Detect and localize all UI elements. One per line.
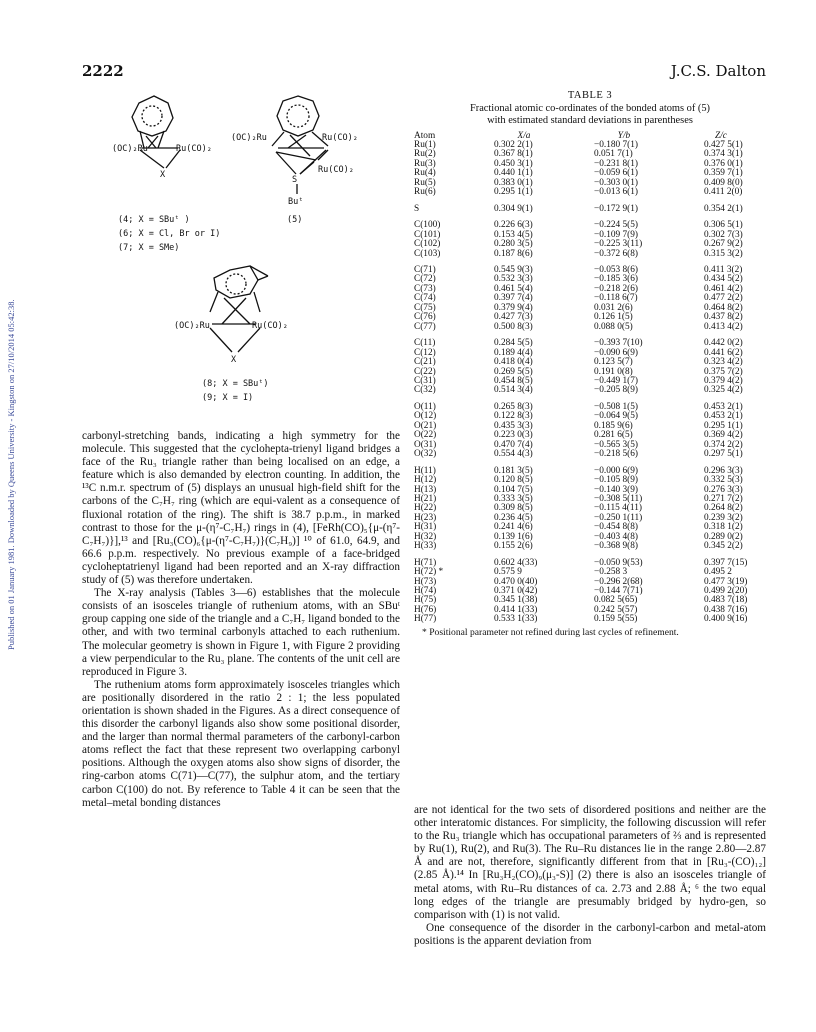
table-title: TABLE 3 <box>567 90 613 101</box>
x-cell: 0.153 4(5) <box>494 229 533 240</box>
table-row <box>414 250 766 259</box>
y-cell: −0.000 6(9) <box>594 465 638 476</box>
z-cell: 0.375 7(2) <box>704 366 743 377</box>
x-cell: 0.533 1(33) <box>494 614 538 625</box>
y-cell: −0.403 4(8) <box>594 531 638 542</box>
x-cell: 0.345 1(38) <box>494 595 538 606</box>
z-cell: 0.427 5(1) <box>704 140 743 150</box>
z-cell: 0.264 8(2) <box>704 503 743 514</box>
y-cell: 0.031 2(6) <box>594 302 633 313</box>
atom-cell: H(23) <box>414 512 437 523</box>
y-cell: −0.140 3(9) <box>594 484 638 495</box>
table-row <box>414 188 766 197</box>
atom-cell: H(77) <box>414 614 437 625</box>
y-cell: −0.185 3(6) <box>594 274 638 285</box>
table-footnote: * Positional parameter not refined during last cycles of refinement. <box>422 626 679 638</box>
x-cell: 0.265 8(3) <box>494 401 533 412</box>
atom-cell: H(76) <box>414 604 437 615</box>
y-cell: −0.180 7(1) <box>594 140 638 150</box>
x-cell: 0.309 8(5) <box>494 503 533 514</box>
z-cell: 0.438 7(16) <box>704 604 748 615</box>
z-cell: 0.434 5(2) <box>704 274 743 285</box>
y-cell: −0.064 9(5) <box>594 411 638 422</box>
z-cell: 0.441 6(2) <box>704 347 743 358</box>
atom-cell: Ru(4) <box>414 168 436 179</box>
x-cell: 0.414 1(33) <box>494 604 538 615</box>
y-cell: 0.051 7(1) <box>594 149 633 160</box>
y-cell: −0.449 1(7) <box>594 375 638 386</box>
y-cell: −0.258 3 <box>594 567 628 578</box>
z-cell: 0.369 4(2) <box>704 430 743 441</box>
c7h7-ring-b <box>277 96 319 136</box>
legend-b-1: (8; X = SBuᵗ) <box>202 379 269 389</box>
legend-a-1: (4; X = SBuᵗ ) <box>118 215 190 225</box>
z-cell: 0.477 3(19) <box>704 576 748 587</box>
atom-cell: Ru(5) <box>414 177 436 188</box>
page-number: 2222 <box>82 62 124 80</box>
y-cell: 0.281 6(5) <box>594 430 633 441</box>
z-cell: 0.453 2(1) <box>704 411 743 422</box>
y-cell: −0.053 8(6) <box>594 264 638 275</box>
z-cell: 0.359 7(1) <box>704 168 743 179</box>
atom-cell: C(102) <box>414 239 441 250</box>
atom-cell: O(32) <box>414 449 437 460</box>
atom-cell: H(31) <box>414 522 437 533</box>
y-cell: −0.250 1(11) <box>594 512 643 523</box>
x-cell: 0.427 7(3) <box>494 312 533 323</box>
atom-cell: O(12) <box>414 411 437 422</box>
atom-cell: H(32) <box>414 531 437 542</box>
paragraph: The X-ray analysis (Tables 3—6) establishes that the molecule consists of an isosceles triangle of ruthenium atoms, with an SBuᵗ group capping one side of the triangle and a C₇H₇ ligand bonded to the other, and with two terminal carbonyls attached to each ruthenium. The molecular geometry is shown in Figure 1, with Figure 2 providing a view perpendicular to the Ru₃ plane. The contents of the unit cell are reproduced in Figure 3. <box>82 587 400 678</box>
y-cell: −0.090 6(9) <box>594 347 638 358</box>
z-cell: 0.411 2(0) <box>704 187 743 198</box>
atom-cell: C(73) <box>414 283 436 294</box>
atom-cell: Ru(6) <box>414 187 436 198</box>
x-cell: 0.241 4(6) <box>494 522 533 533</box>
z-cell: 0.297 5(1) <box>704 449 743 460</box>
z-cell: 0.413 4(2) <box>704 321 743 332</box>
legend-a-2: (6; X = Cl, Br or I) <box>118 229 221 239</box>
x-cell: 0.418 0(4) <box>494 357 533 368</box>
y-cell: −0.565 3(5) <box>594 439 638 450</box>
z-cell: 0.276 3(3) <box>704 484 743 495</box>
z-cell: 0.453 2(1) <box>704 401 743 412</box>
y-cell: −0.372 6(8) <box>594 248 638 259</box>
z-cell: 0.379 4(2) <box>704 375 743 386</box>
atom-cell: S <box>414 203 420 214</box>
z-cell: 0.323 4(2) <box>704 357 743 368</box>
fig5-top-right: Ru(CO)₂ <box>322 133 358 143</box>
col-xa: X/a <box>517 130 531 141</box>
z-cell: 0.295 1(1) <box>704 420 743 431</box>
table-row <box>414 542 766 551</box>
z-cell: 0.374 2(2) <box>704 439 743 450</box>
y-cell: −0.218 2(6) <box>594 283 638 294</box>
x-cell: 0.450 3(1) <box>494 158 533 169</box>
table-row <box>414 323 766 332</box>
y-cell: −0.059 6(1) <box>594 168 638 179</box>
z-cell: 0.483 7(18) <box>704 595 748 606</box>
z-cell: 0.325 4(2) <box>704 385 743 396</box>
x-cell: 0.514 3(4) <box>494 385 533 396</box>
table-row <box>414 615 766 624</box>
atom-cell: C(76) <box>414 312 436 323</box>
y-cell: −0.368 9(8) <box>594 541 638 552</box>
z-cell: 0.315 3(2) <box>704 248 743 259</box>
atom-cell: C(74) <box>414 293 436 304</box>
z-cell: 0.306 5(1) <box>704 220 743 231</box>
legend-a-3: (7; X = SMe) <box>118 243 180 253</box>
x-cell: 0.454 8(5) <box>494 375 533 386</box>
atom-cell: H(33) <box>414 541 437 552</box>
y-cell: 0.126 1(5) <box>594 312 633 323</box>
y-cell: 0.185 9(6) <box>594 420 633 431</box>
z-cell: 0.400 9(16) <box>704 614 748 625</box>
download-sidenote[interactable] <box>6 180 22 650</box>
legend-a-num: (5) <box>287 215 303 225</box>
journal-name: J.C.S. Dalton <box>670 62 766 80</box>
z-cell: 0.354 2(1) <box>704 203 743 214</box>
x-cell: 0.284 5(5) <box>494 338 533 349</box>
y-cell: −0.118 6(7) <box>594 293 638 304</box>
x-cell: 0.302 2(1) <box>494 140 533 150</box>
y-cell: −0.508 1(5) <box>594 401 638 412</box>
x-cell: 0.181 3(5) <box>494 465 533 476</box>
table-3 <box>414 90 766 638</box>
x-cell: 0.397 7(4) <box>494 293 533 304</box>
z-cell: 0.437 8(2) <box>704 312 743 323</box>
x-cell: 0.532 3(3) <box>494 274 533 285</box>
atom-cell: H(72) * <box>414 567 444 578</box>
table-row <box>414 205 766 214</box>
atom-cell: H(12) <box>414 475 437 486</box>
atom-cell: H(75) <box>414 595 437 606</box>
z-cell: 0.464 8(2) <box>704 302 743 313</box>
x-cell: 0.269 5(5) <box>494 366 533 377</box>
paragraph: The ruthenium atoms form approximately isosceles triangles which are positionally disordered in the ratio 2 : 1; the less populated orientation is shown shaded in the Figures. As a direct consequence of this disorder the carbonyl ligands also show some positional disorder, and the larger than normal thermal parameters of the carbonyl-carbon atoms reflect the fact that these represent two overlapping carbonyl positions. Although the oxygen atoms also show signs of disorder, the ring-carbon atoms C(71)—C(77), the sulphur atom, and the tertiary carbon C(100) do not. By reference to Table 4 it can be seen that the metal–metal bonding distances <box>82 678 400 809</box>
x-cell: 0.155 2(6) <box>494 541 533 552</box>
atom-cell: H(13) <box>414 484 437 495</box>
z-cell: 0.374 3(1) <box>704 149 743 160</box>
y-cell: 0.242 5(57) <box>594 604 638 615</box>
table-row <box>414 386 766 395</box>
legend-b-2: (9; X = I) <box>202 393 254 403</box>
col-yb: Y/b <box>617 130 631 141</box>
table-row <box>414 450 766 459</box>
z-cell: 0.289 0(2) <box>704 531 743 542</box>
fig5-left-group: (OC)₂Ru <box>231 133 267 143</box>
x-cell: 0.500 8(3) <box>494 321 533 332</box>
y-cell: −0.013 6(1) <box>594 187 638 198</box>
atom-cell: H(21) <box>414 493 437 504</box>
x-cell: 0.187 8(6) <box>494 248 533 259</box>
atom-cell: C(11) <box>414 338 436 349</box>
atom-cell: C(12) <box>414 347 436 358</box>
y-cell: 0.088 0(5) <box>594 321 633 332</box>
y-cell: 0.082 5(65) <box>594 595 638 606</box>
atom-cell: C(101) <box>414 229 441 240</box>
atom-cell: C(75) <box>414 302 436 313</box>
atom-cell: C(77) <box>414 321 436 332</box>
x-cell: 0.189 4(4) <box>494 347 533 358</box>
y-cell: −0.303 0(1) <box>594 177 638 188</box>
x-cell: 0.120 8(5) <box>494 475 533 486</box>
y-cell: −0.218 5(6) <box>594 449 638 460</box>
y-cell: 0.191 0(8) <box>594 366 633 377</box>
x-cell: 0.461 5(4) <box>494 283 533 294</box>
x-cell: 0.545 9(3) <box>494 264 533 275</box>
atom-cell: C(32) <box>414 385 436 396</box>
atom-cell: H(22) <box>414 503 437 514</box>
x-cell: 0.602 4(33) <box>494 557 538 568</box>
y-cell: −0.224 5(5) <box>594 220 638 231</box>
z-cell: 0.411 3(2) <box>704 264 743 275</box>
fig5-sulfur: S <box>292 175 298 185</box>
y-cell: −0.296 2(68) <box>594 576 643 587</box>
z-cell: 0.376 0(1) <box>704 158 743 169</box>
z-cell: 0.409 8(0) <box>704 177 743 188</box>
x-cell: 0.575 9 <box>494 567 522 578</box>
y-cell: −0.308 5(11) <box>594 493 643 504</box>
x-cell: 0.280 3(5) <box>494 239 533 250</box>
x-cell: 0.435 3(3) <box>494 420 533 431</box>
paragraph: carbonyl-stretching bands, indicating a high symmetry for the molecule. This suggested that the cyclohepta-trienyl ligand bridges a face of the Ru₃ triangle rather than being localised on an edge, a feature which is also demanded by electron counting. In addition, the ¹³C n.m.r. spectrum of (5) displays an unusual high-field shift for the carbons of the C₇H₇ ring (which are equi-valent as a consequence of fluxional rotation of the ring). The shift is 38.7 p.p.m., in marked contrast to those for the μ-(η⁷-C₇H₇) rings in (4), [FeRh(CO)₅{μ-(η⁷-C₇H₇)}],¹³ and [Ru₃(CO)₆{μ-(η⁷-C₇H₇)}(C₇H₉)] ¹⁰ of 61.0, 64.9, and 66.6 p.p.m. respectively. No previous example of a face-bridged cycloheptatrienyl ligand had been reported and an X-ray diffraction study of (5) was therefore undertaken. <box>82 430 400 587</box>
body-left-column <box>82 430 400 810</box>
z-cell: 0.332 5(3) <box>704 475 743 486</box>
x-cell: 0.304 9(1) <box>494 203 533 214</box>
c7h7-ring-c <box>214 266 258 298</box>
z-cell: 0.461 4(2) <box>704 283 743 294</box>
x-cell: 0.226 6(3) <box>494 220 533 231</box>
z-cell: 0.318 1(2) <box>704 522 743 533</box>
atom-cell: O(21) <box>414 420 437 431</box>
sidenote-text: Published on 01 January 1981. Downloaded by Queens University - Kingston on 27/10/2014 05:42:38. <box>6 299 16 650</box>
fig8-right-group: Ru(CO)₂ <box>252 321 288 331</box>
atom-cell: C(71) <box>414 264 436 275</box>
atom-cell: Ru(3) <box>414 158 436 169</box>
atom-cell: H(73) <box>414 576 437 587</box>
fig4-bridge: X <box>160 170 166 180</box>
y-cell: −0.205 8(9) <box>594 385 638 396</box>
x-cell: 0.122 8(3) <box>494 411 533 422</box>
atom-cell: C(22) <box>414 366 436 377</box>
z-cell: 0.302 7(3) <box>704 229 743 240</box>
z-cell: 0.271 7(2) <box>704 493 743 504</box>
x-cell: 0.554 4(3) <box>494 449 533 460</box>
z-cell: 0.442 0(2) <box>704 338 743 349</box>
atom-cell: H(74) <box>414 586 437 597</box>
fig4-right-group: Ru(CO)₂ <box>176 144 212 154</box>
table-caption-2: with estimated standard deviations in parentheses <box>487 115 693 126</box>
atom-cell: Ru(1) <box>414 140 436 150</box>
atom-cell: O(22) <box>414 430 437 441</box>
x-cell: 0.104 7(5) <box>494 484 533 495</box>
y-cell: −0.172 9(1) <box>594 203 638 214</box>
atom-cell: C(31) <box>414 375 436 386</box>
fig4-left-group: (OC)₂Ru <box>112 144 148 154</box>
y-cell: −0.115 4(11) <box>594 503 642 514</box>
paragraph: One consequence of the disorder in the carbonyl-carbon and metal-atom positions is the apparent deviation from <box>414 921 766 947</box>
atom-cell: C(72) <box>414 274 436 285</box>
fig8-left-group: (OC)₂Ru <box>174 321 210 331</box>
x-cell: 0.379 9(4) <box>494 302 533 313</box>
y-cell: −0.109 7(9) <box>594 229 638 240</box>
x-cell: 0.139 1(6) <box>494 531 533 542</box>
y-cell: −0.144 7(71) <box>594 586 643 597</box>
x-cell: 0.236 4(5) <box>494 512 533 523</box>
body-right-column <box>414 804 766 948</box>
atom-cell: C(100) <box>414 220 441 231</box>
x-cell: 0.470 0(40) <box>494 576 538 587</box>
x-cell: 0.383 0(1) <box>494 177 533 188</box>
x-cell: 0.367 8(1) <box>494 149 533 160</box>
z-cell: 0.267 9(2) <box>704 239 743 250</box>
atom-cell: O(31) <box>414 439 437 450</box>
structure-diagrams <box>100 88 400 408</box>
x-cell: 0.371 0(42) <box>494 586 538 597</box>
table-caption-1: Fractional atomic co-ordinates of the bonded atoms of (5) <box>469 103 711 114</box>
z-cell: 0.499 2(20) <box>704 586 748 597</box>
atom-cell: H(11) <box>414 465 436 476</box>
z-cell: 0.239 3(2) <box>704 512 743 523</box>
y-cell: 0.159 5(55) <box>594 614 638 625</box>
x-cell: 0.470 7(4) <box>494 439 533 450</box>
c7h7-ring-a <box>132 96 173 136</box>
z-cell: 0.477 2(2) <box>704 293 743 304</box>
x-cell: 0.333 3(5) <box>494 493 533 504</box>
y-cell: −0.393 7(10) <box>594 338 643 349</box>
y-cell: −0.231 8(1) <box>594 158 638 169</box>
x-cell: 0.223 0(3) <box>494 430 533 441</box>
y-cell: −0.050 9(53) <box>594 557 643 568</box>
x-cell: 0.440 1(1) <box>494 168 533 179</box>
atom-cell: O(11) <box>414 401 436 412</box>
coordinates-table <box>414 130 766 625</box>
atom-cell: H(71) <box>414 557 437 568</box>
fig5-mid-right: Ru(CO)₂ <box>318 165 354 175</box>
z-cell: 0.345 2(2) <box>704 541 743 552</box>
z-cell: 0.495 2 <box>704 567 732 578</box>
col-atom: Atom <box>414 130 436 141</box>
y-cell: −0.225 3(11) <box>594 239 643 250</box>
fig8-bridge: X <box>231 355 237 365</box>
z-cell: 0.397 7(15) <box>704 557 748 568</box>
atom-cell: C(21) <box>414 357 436 368</box>
paragraph: are not identical for the two sets of disordered positions and neither are the other interatomic distances. For simplicity, the following discussion will refer to the Ru₃ triangle which has occupational parameters of ⅔ and is represented by Ru(1), Ru(2), and Ru(3). The Ru–Ru distances lie in the range 2.80—2.87 Å and are not, therefore, significantly different from that in [Ru₃-(CO)₁₂] (2.85 Å).¹⁴ In [Ru₃H₂(CO)₉(μ₃-S)] (2) there is also an isosceles triangle of metal atoms, with Ru–Ru distances of ca. 2.73 and 2.88 Å; ⁶ the two equal long edges of the triangle are presumably bridged by hydro-gen, so comparison with (1) is not valid. <box>414 804 766 921</box>
col-zc: Z/c <box>715 130 727 141</box>
atom-cell: Ru(2) <box>414 149 436 160</box>
y-cell: 0.123 5(7) <box>594 357 633 368</box>
y-cell: −0.105 8(9) <box>594 475 638 486</box>
y-cell: −0.454 8(8) <box>594 522 638 533</box>
coordinates-body <box>414 141 766 625</box>
atom-cell: C(103) <box>414 248 441 259</box>
z-cell: 0.296 3(3) <box>704 465 743 476</box>
x-cell: 0.295 1(1) <box>494 187 533 198</box>
fig5-tbu: Buᵗ <box>288 197 304 207</box>
